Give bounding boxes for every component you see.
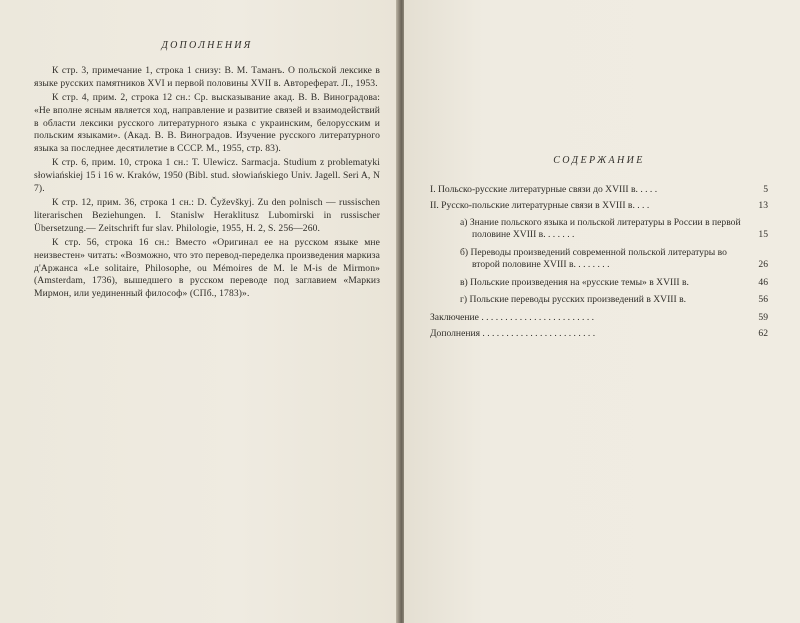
toc-entry [430, 328, 768, 341]
toc-entry [430, 312, 768, 325]
addendum-paragraph: К стр. 6, прим. 10, строка 1 сн.: T. Ulewicz. Sarmacja. Studium z problematyki słowiańskiej 15 i 16 w. Kraków, 1950 (Bibl. stud. słowiańskiego Univ. Jagell. Seri A, N 7). [34, 157, 380, 195]
toc-entry-page: 56 [758, 294, 768, 305]
toc-entry-page: 26 [758, 259, 768, 270]
addendum-paragraph: К стр. 3, примечание 1, строка 1 снизу: В. М. Таманъ. О польской лексике в языке русских памятников XVI и первой половины XVII в. Автореферат. Л., 1953. [34, 64, 380, 89]
toc-entry-title: II. Русско-польские литературные связи в XVIII в. . . . [430, 200, 650, 211]
contents-section [430, 155, 768, 345]
toc-entry-title: а) Знание польского языка и польской литературы в России в первой половине XVIII в. . . . . . . [460, 216, 741, 240]
toc-entry-page: 15 [758, 229, 768, 240]
addenda-section [34, 40, 380, 302]
toc-entry-title: Дополнения . . . . . . . . . . . . . . . . . . . . . . . . [430, 328, 596, 339]
contents-heading: СОДЕРЖАНИЕ [553, 155, 645, 166]
toc-entry-page: 46 [758, 276, 768, 288]
addenda-heading: ДОПОЛНЕНИЯ [161, 40, 253, 51]
toc-subentry [430, 277, 768, 290]
toc-entry-title: б) Переводы произведений современной польской литературы во второй половине XVIII в. . . . . . . . [460, 246, 727, 270]
toc-entry-page: 59 [758, 311, 768, 323]
toc-entry [430, 184, 768, 197]
addendum-paragraph: К стр. 4, прим. 2, строка 12 сн.: Ср. высказывание акад. В. В. Виноградова: «Не вполне ясным является ход, направление и развитие связей и взаимодействий в области лексики русского литературного языка с украинским, белорусским и польским языками». (Акад. В. В. Виноградов. Изучение русского литературного языка за последнее десятилетие в СССР. М., 1955, стр. 83). [34, 91, 380, 155]
toc-entry-page: 13 [758, 200, 768, 211]
toc-subentry [430, 247, 768, 272]
toc-entry-page: 5 [763, 183, 768, 195]
addendum-paragraph: К стр. 12, прим. 36, строка 1 сн.: D. Čyževškyj. Zu den polnisch — russischen literarischen Beziehungen. I. Stanislw Heraklitusz Lubomirski in russischer Übersetzung.— Zeitschrift fur slav. Philologie, 1955, H. 2, S. 256—260. [34, 196, 380, 234]
toc-entry-title: г) Польские переводы русских произведений в XVIII в. [460, 294, 687, 305]
left-page [0, 0, 398, 623]
addendum-paragraph: К стр. 56, строка 16 сн.: Вместо «Оригинал ее на русском языке мне неизвестен» читать: «Возможно, что это перевод-переделка произведения маркиза д'Аржанса «Le solitaire, Philosophe, ou Mémoires de M. le M-is de Mirmon» (Amsterdam, 1736), вышедшего в русском переводе под заглавием «Маркиз Мирмон, или уединенный философ» (СПб., 1783)». [34, 236, 380, 300]
toc-entry-title: в) Польские произведения на «русские темы» в XVIII в. [460, 276, 689, 288]
toc-subentry [430, 217, 768, 242]
toc-entry-title: Заключение . . . . . . . . . . . . . . . . . . . . . . . . [430, 311, 595, 323]
toc-entry [430, 200, 768, 213]
toc-entry-page: 62 [758, 328, 768, 339]
toc-entry-title: I. Польско-русские литературные связи до XVIII в. . . . . [430, 183, 658, 195]
toc-subentry [430, 294, 768, 307]
